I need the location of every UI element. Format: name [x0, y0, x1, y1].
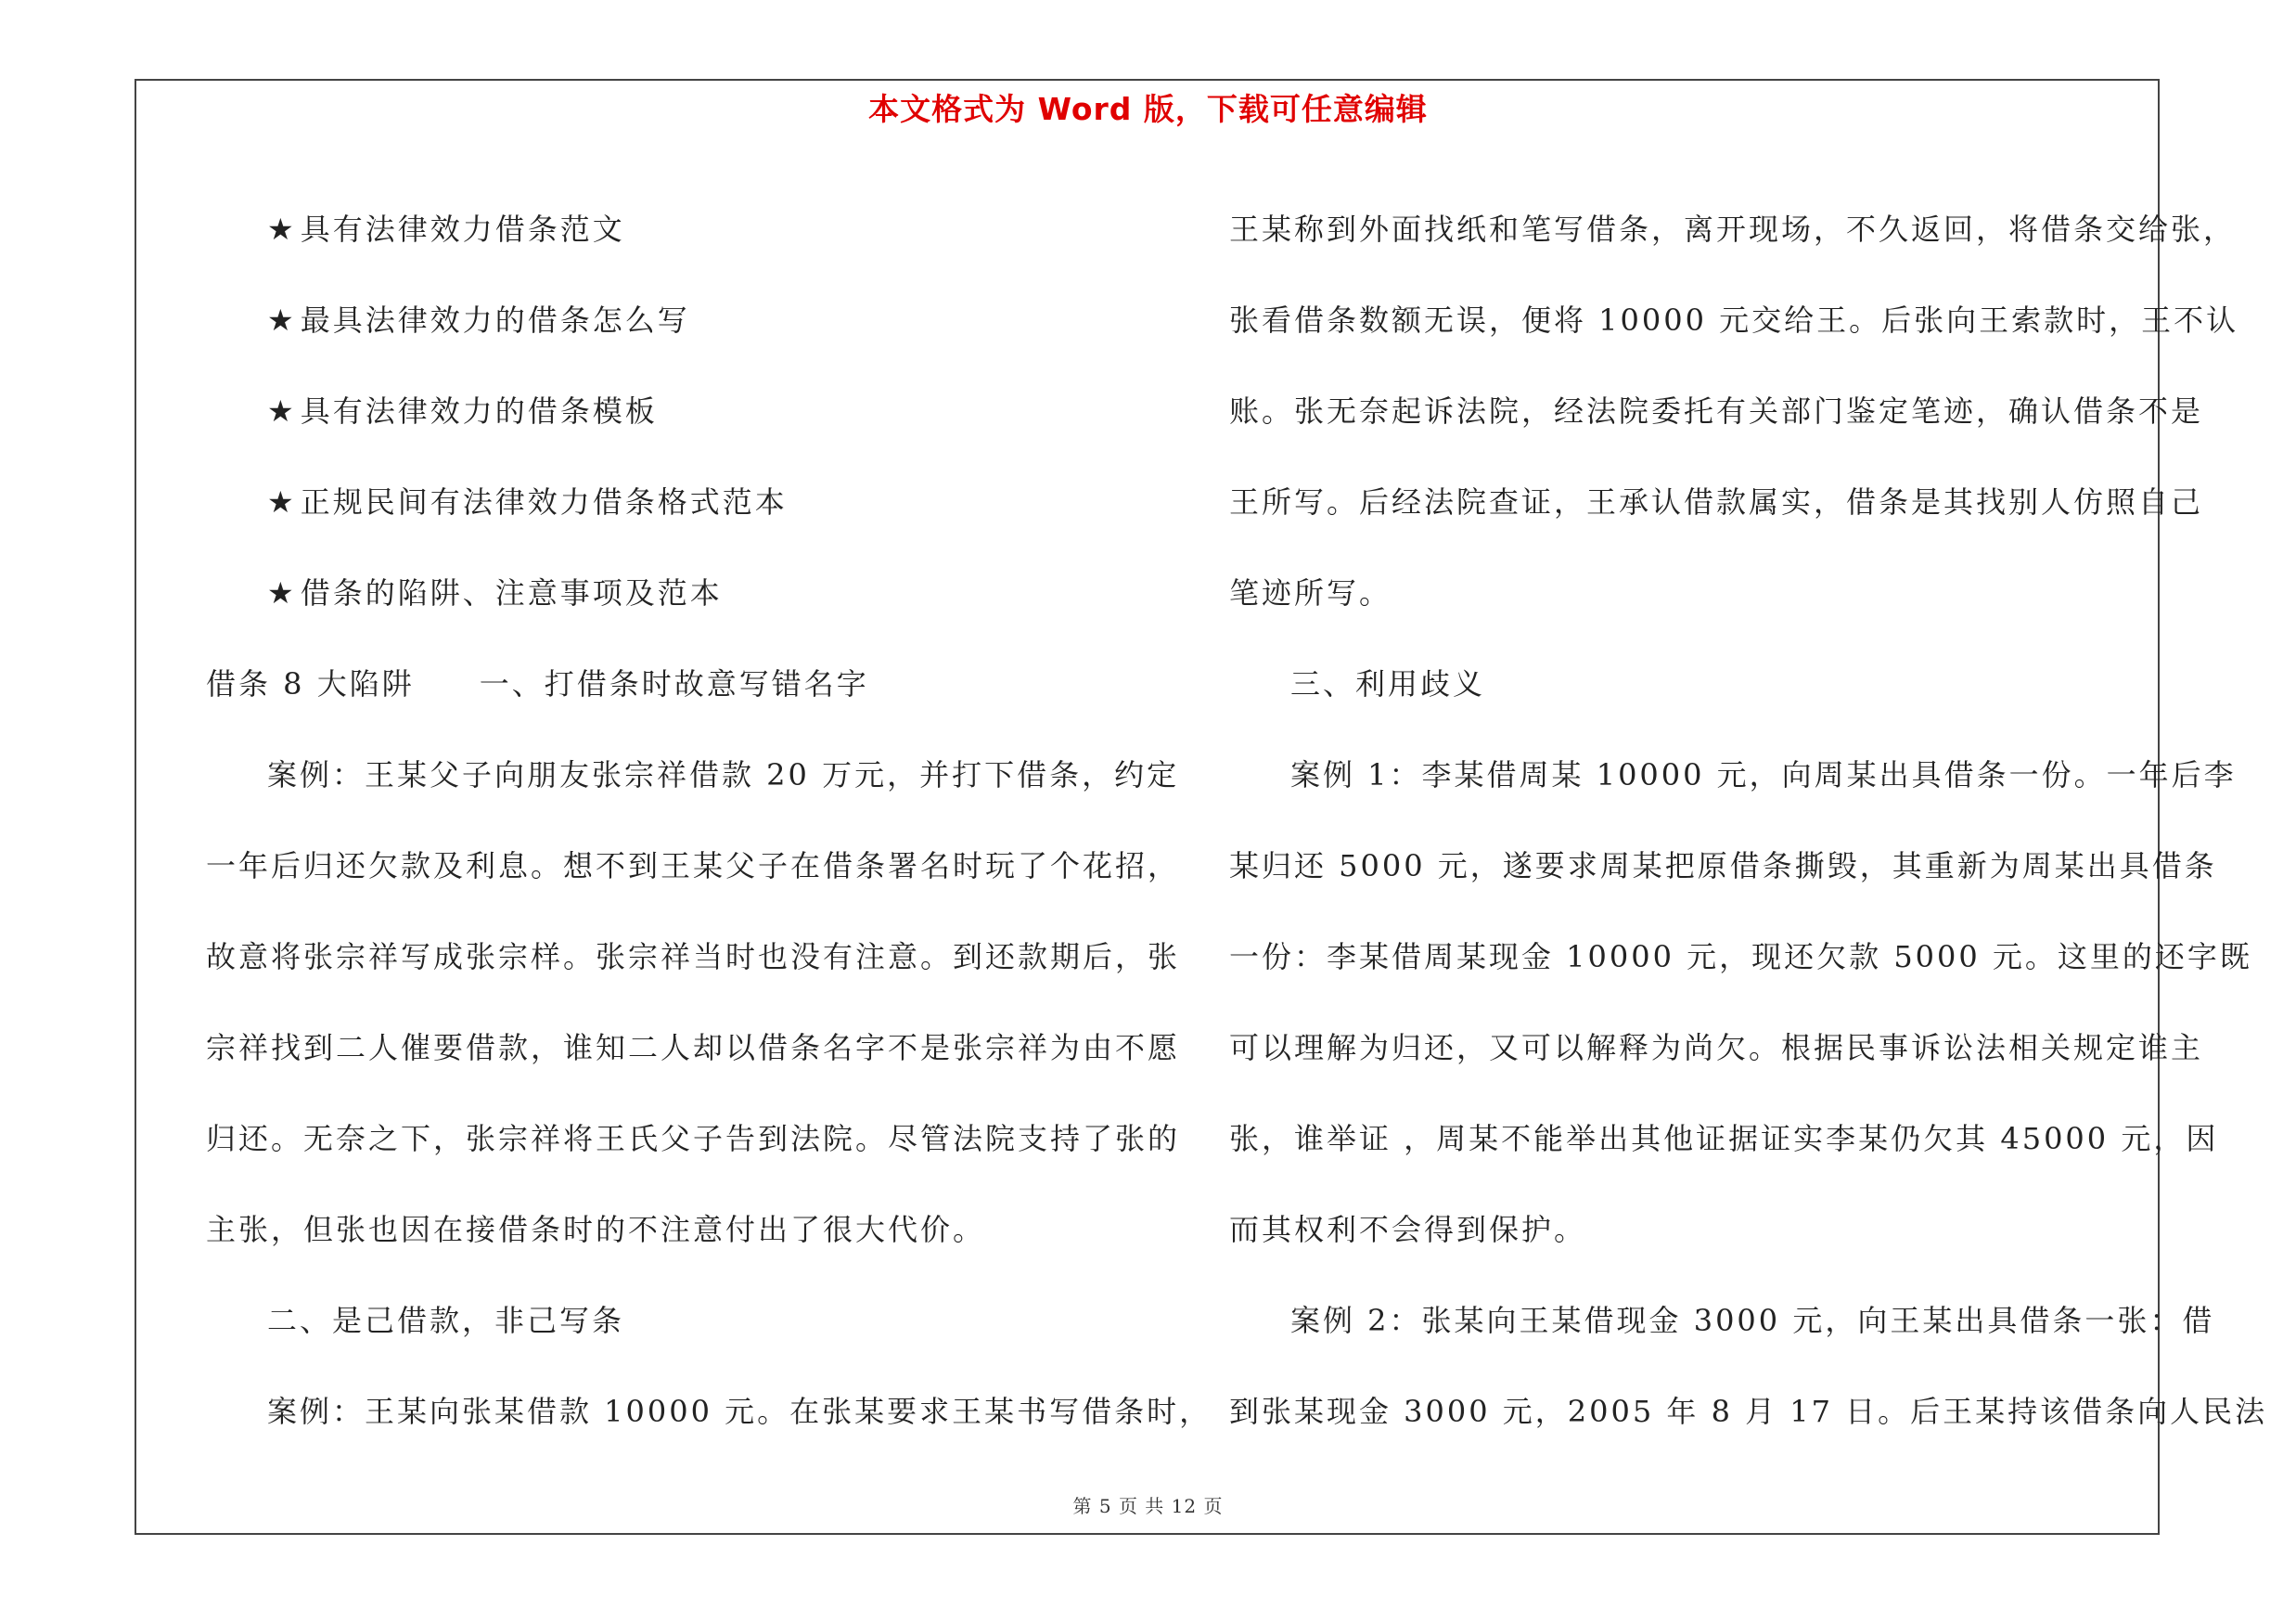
paragraph-line: 案例 1：李某借周某 10000 元，向周某出具借条一份。一年后李	[1290, 757, 2237, 792]
paragraph-line: 张看借条数额无误，便将 10000 元交给王。后张向王索款时，王不认	[1229, 303, 2239, 338]
right-column	[1229, 184, 2268, 1457]
paragraph-line: 笔迹所写。	[1229, 575, 1392, 611]
star-icon: ★	[267, 303, 297, 338]
paragraph-line: 而其权利不会得到保护。	[1229, 1212, 1587, 1247]
star-item-text: 具有法律效力的借条模板	[300, 393, 658, 429]
section-heading-trap-1: 借条 8 大陷阱 一、打借条时故意写错名字	[206, 666, 869, 702]
paragraph-line: 案例：王某父子向朋友张宗祥借款 20 万元，并打下借条，约定	[267, 757, 1180, 792]
word-format-banner: 本文格式为 Word 版，下载可任意编辑	[868, 91, 1428, 127]
paragraph-line: 账。张无奈起诉法院，经法院委托有关部门鉴定笔迹，确认借条不是	[1229, 393, 2204, 429]
star-icon: ★	[267, 575, 297, 611]
section-heading-trap-2: 二、是己借款，非己写条	[267, 1303, 625, 1338]
star-icon: ★	[267, 393, 297, 429]
star-item-text: 具有法律效力借条范文	[300, 212, 625, 247]
star-item-text: 借条的陷阱、注意事项及范本	[300, 575, 723, 611]
paragraph-line: 到张某现金 3000 元，2005 年 8 月 17 日。后王某持该借条向人民法	[1229, 1394, 2268, 1429]
star-icon: ★	[267, 212, 297, 247]
paragraph-line: 王所写。后经法院查证，王承认借款属实，借条是其找别人仿照自己	[1229, 484, 2204, 520]
paragraph-line: 一份：李某借周某现金 10000 元，现还欠款 5000 元。这里的还字既	[1229, 939, 2252, 974]
page-number-footer: 第 5 页 共 12 页	[1072, 1495, 1224, 1517]
section-heading-trap-3: 三、利用歧义	[1290, 666, 1486, 702]
star-list-item	[206, 366, 1134, 457]
paragraph-line: 案例 2：张某向王某借现金 3000 元，向王某出具借条一张：借	[1290, 1303, 2215, 1338]
paragraph-line: 可以理解为归还，又可以解释为尚欠。根据民事诉讼法相关规定谁主	[1229, 1030, 2204, 1065]
star-icon: ★	[267, 484, 297, 520]
paragraph-line: 某归还 5000 元，遂要求周某把原借条撕毁，其重新为周某出具借条	[1229, 848, 2217, 883]
paragraph-line: 张，谁举证 ，周某不能举出其他证据证实李某仍欠其 45000 元，因	[1229, 1121, 2219, 1156]
paragraph-line: 主张，但张也因在接借条时的不注意付出了很大代价。	[206, 1212, 986, 1247]
paragraph-line: 故意将张宗祥写成张宗样。张宗祥当时也没有注意。到还款期后，张	[206, 939, 1181, 974]
star-list-item	[206, 275, 1134, 366]
star-item-text: 正规民间有法律效力借条格式范本	[300, 484, 788, 520]
paragraph-line: 归还。无奈之下，张宗祥将王氏父子告到法院。尽管法院支持了张的	[206, 1121, 1181, 1156]
star-item-text: 最具法律效力的借条怎么写	[300, 303, 690, 338]
left-column	[206, 184, 1212, 1457]
paragraph-line: 宗祥找到二人催要借款，谁知二人却以借条名字不是张宗祥为由不愿	[206, 1030, 1181, 1065]
paragraph-line: 王某称到外面找纸和笔写借条，离开现场，不久返回，将借条交给张，	[1229, 212, 2237, 247]
star-list-item	[206, 547, 1134, 638]
paragraph-line: 案例：王某向张某借款 10000 元。在张某要求王某书写借条时，	[267, 1394, 1212, 1429]
star-list-item	[206, 457, 1134, 547]
star-list-item	[206, 184, 1134, 275]
paragraph-line: 一年后归还欠款及利息。想不到王某父子在借条署名时玩了个花招，	[206, 848, 1181, 883]
